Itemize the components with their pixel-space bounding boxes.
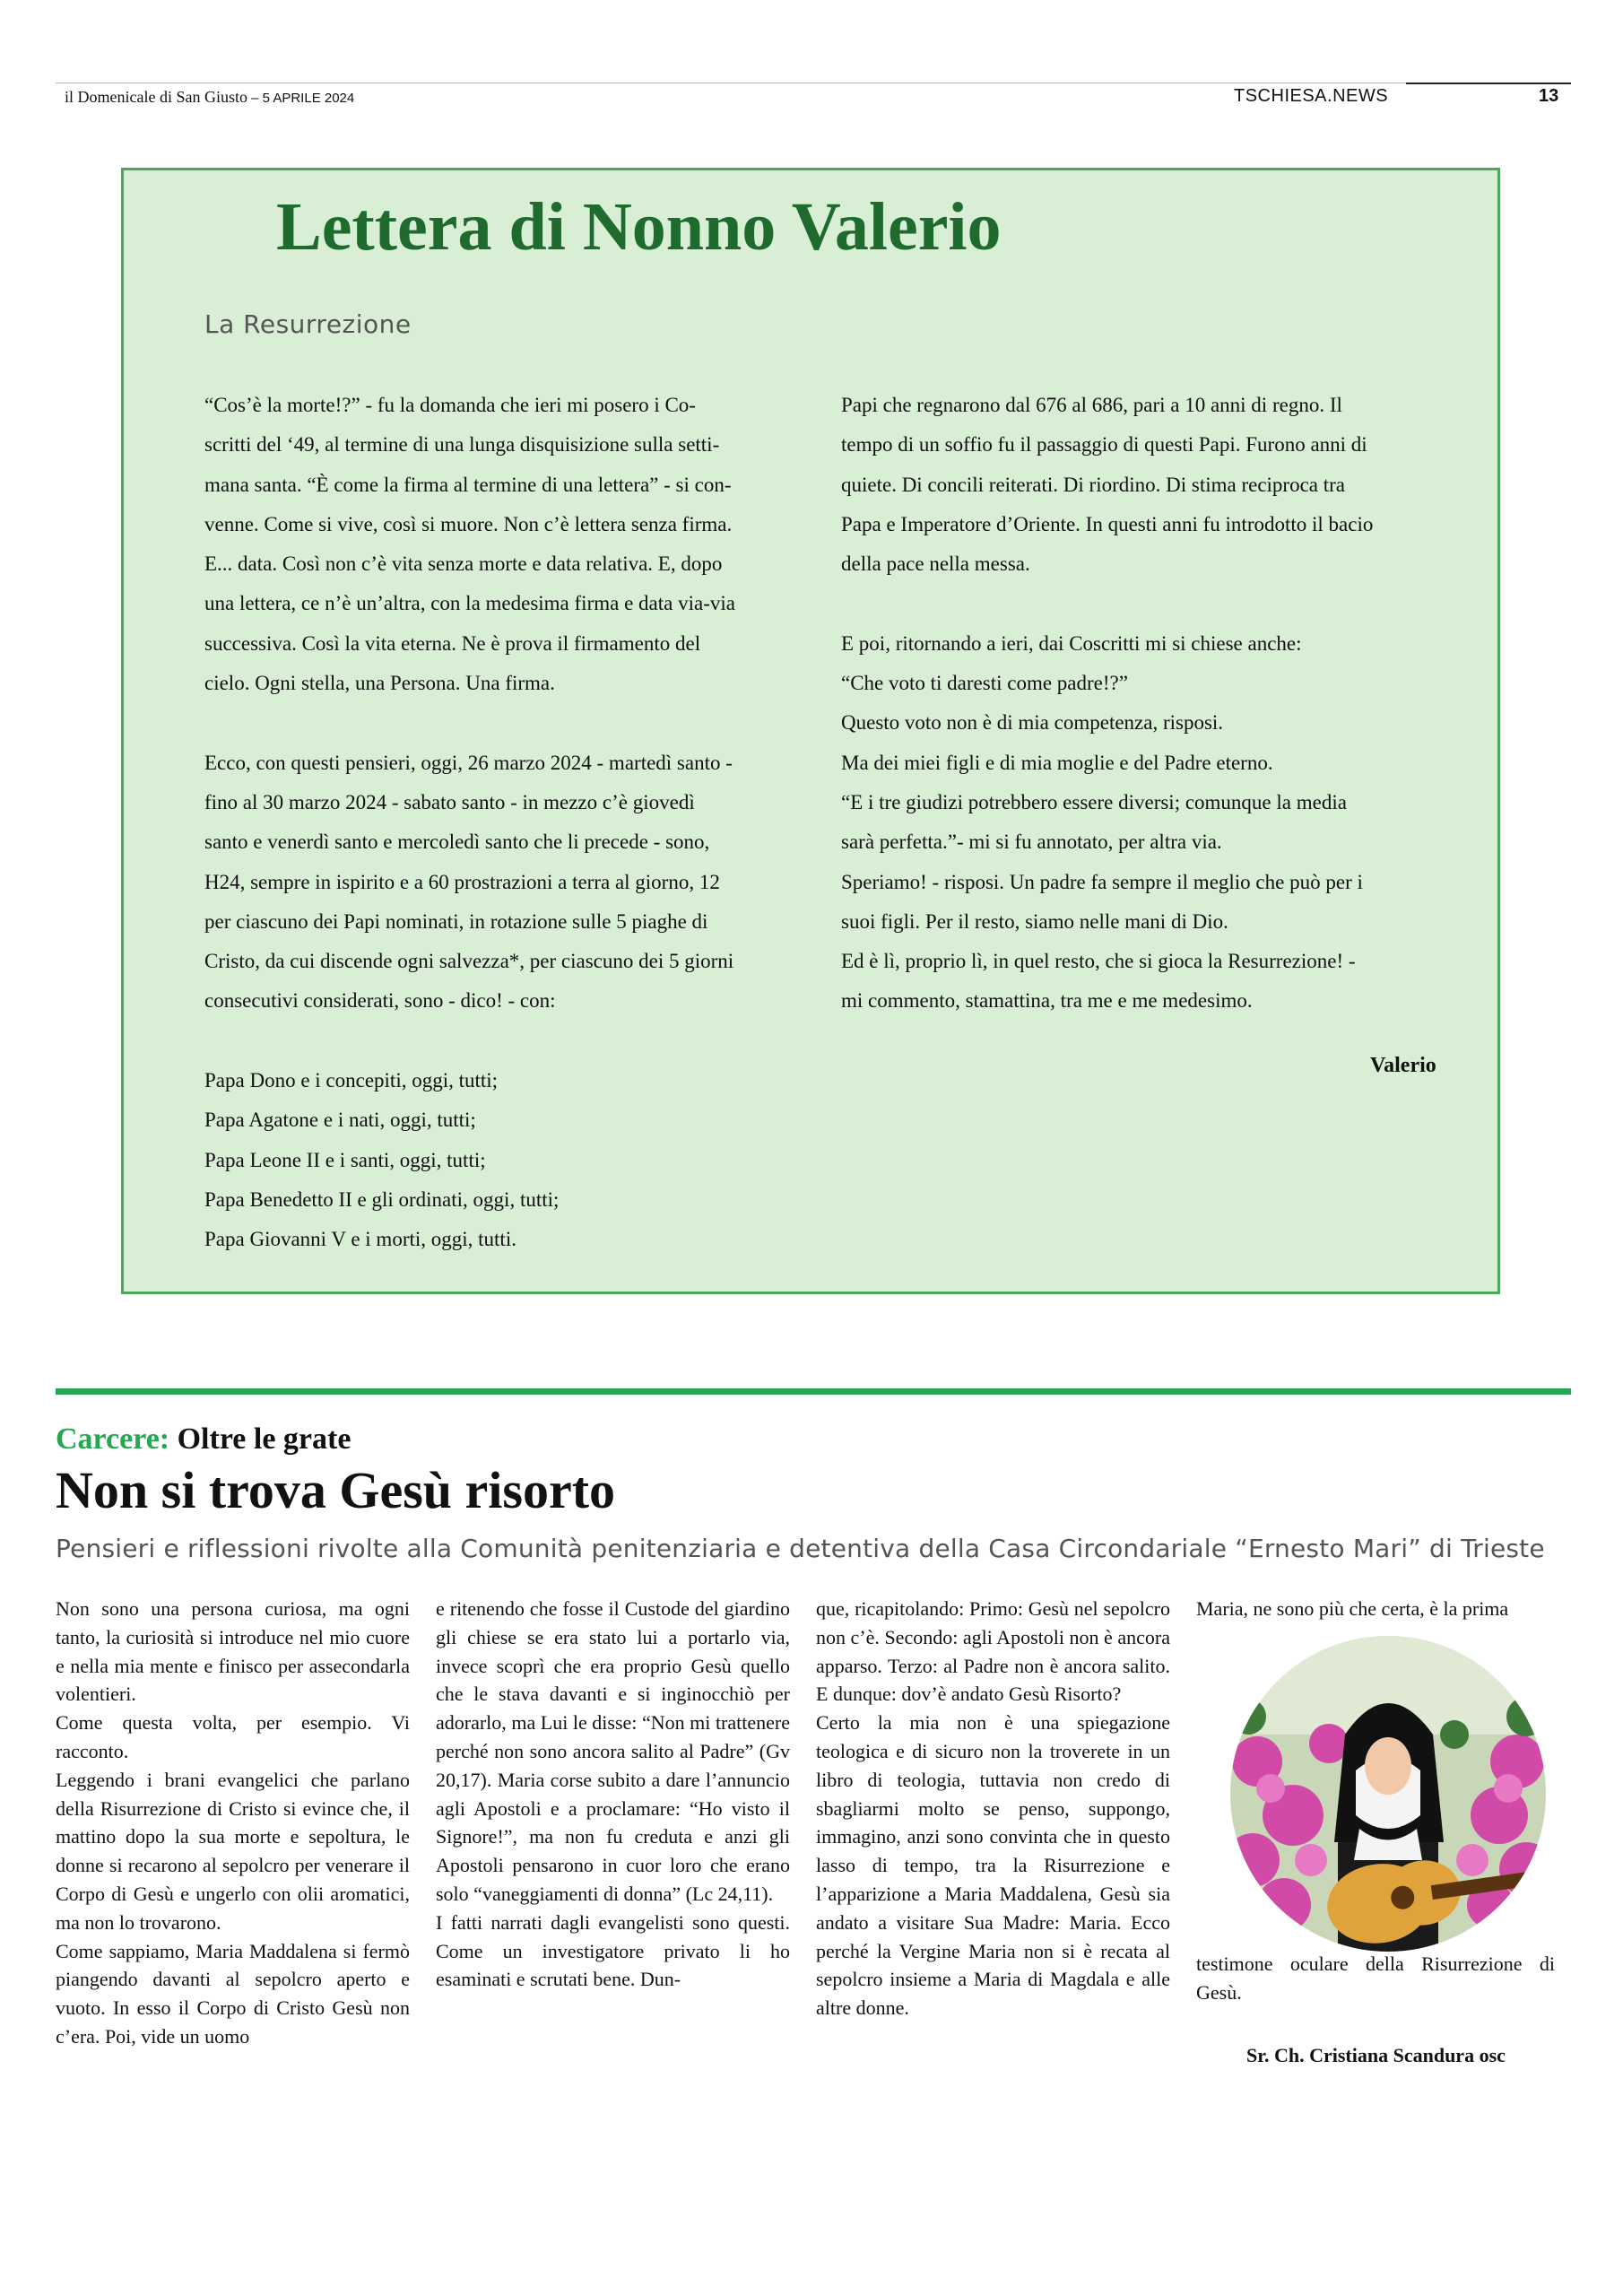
text-line: Ecco, con questi pensieri, oggi, 26 marzo 2024 - martedì santo - <box>204 751 733 774</box>
paragraph: I fatti narrati dagli evangelisti sono questi. Come un investigatore privato li ho esaminati e scrutati bene. Dun- <box>436 1910 790 1991</box>
paragraph: Maria, ne sono più che certa, è la prima <box>1196 1597 1509 1620</box>
article-column-4 <box>1196 1595 1555 1623</box>
text-line: H24, sempre in ispirito e a 60 prostrazioni a terra al giorno, 12 <box>204 870 720 893</box>
article-column-4-end: testimone oculare della Risurrezione di Gesù. <box>1196 1952 1555 2004</box>
publication-date: 5 APRILE 2024 <box>262 91 355 106</box>
header-rule-accent <box>1406 83 1571 84</box>
paragraph: Come sappiamo, Maria Maddalena si fermò piangendo davanti al sepolcro aperto e vuoto. In esso il Corpo di Cristo Gesù non c’era. Poi, vide un uomo <box>56 1939 410 2048</box>
text-line: E poi, ritornando a ieri, dai Coscritti mi si chiese anche: <box>841 631 1302 655</box>
paragraph: que, ricapitolando: Primo: Gesù nel sepolcro non c’è. Secondo: agli Apostoli non è ancora apparso. Terzo: al Padre non è ancora salito. E dunque: dov’è andato Gesù Risorto? <box>816 1597 1170 1706</box>
article-column-2 <box>436 1595 790 1994</box>
letter-column-1 <box>204 386 792 1260</box>
text-line: Papa Leone II e i santi, oggi, tutti; <box>204 1148 486 1171</box>
paragraph: Leggendo i brani evangelici che parlano della Risurrezione di Cristo si evince che, il mattino dopo la sua morte e sepoltura, le donne si recarono al sepolcro per venerare il Corpo di Gesù e ungerlo con olii aromatici, ma non lo trovarono. <box>56 1768 410 1934</box>
kicker-title: Oltre le grate <box>169 1422 352 1456</box>
text-line: consecutivi considerati, sono - dico! - con: <box>204 989 556 1013</box>
article-author: Sr. Ch. Cristiana Scandura osc <box>1246 2044 1506 2066</box>
letter-box <box>121 168 1500 1294</box>
article-column-1 <box>56 1595 410 2051</box>
paragraph: Come questa volta, per esempio. Vi racconto. <box>56 1711 410 1762</box>
text-line: Papi che regnarono dal 676 al 686, pari a 10 anni di regno. Il <box>841 394 1342 416</box>
text-line: Ed è lì, proprio lì, in quel resto, che si gioca la Resurrezione! - <box>841 950 1356 973</box>
text-line: Papa Agatone e i nati, oggi, tutti; <box>204 1109 476 1132</box>
text-line: quiete. Di concili reiterati. Di riordino. Di stima reciproca tra <box>841 473 1346 496</box>
kicker-section: Carcere: <box>56 1422 170 1456</box>
text-line: Ma dei miei figli e di mia moglie e del Padre eterno. <box>841 751 1273 774</box>
letter-subtitle: La Resurrezione <box>204 309 412 339</box>
text-line: scritti del ‘49, al termine di una lunga disquisizione sulla setti- <box>204 433 720 457</box>
publication-name <box>65 88 354 107</box>
article-kicker <box>56 1422 351 1457</box>
letter-column-2 <box>841 386 1451 1022</box>
paragraph: Certo la mia non è una spiegazione teologica e di sicuro non la troverete in un libro di teologia, tuttavia non credo di sbagliarmi molto se penso, suppongo, immagino, anzi sono convinta che in questo lasso di tempo, tra la Risurrezione e l’apparizione a Maria Maddalena, Gesù sia andato a visitare Sua Madre: Maria. Ecco perché la Vergine Maria non si è recata al sepolcro insieme a Maria di Magdala e alle altre donne. <box>816 1711 1170 2020</box>
text-line: venne. Come si vive, così si muore. Non c’è lettera senza firma. <box>204 512 733 535</box>
text-line: cielo. Ogni stella, una Persona. Una firma. <box>204 672 555 695</box>
text-line: Papa e Imperatore d’Oriente. In questi anni fu introdotto il bacio <box>841 512 1374 535</box>
letter-title: Lettera di Nonno Valerio <box>276 189 1002 265</box>
text-line: Papa Dono e i concepiti, oggi, tutti; <box>204 1069 499 1092</box>
text-line: mana santa. “È come la firma al termine di una lettera” - si con- <box>204 473 732 496</box>
blank-line <box>204 1022 792 1061</box>
author-photo <box>1230 1636 1546 1952</box>
text-line: Papa Giovanni V e i morti, oggi, tutti. <box>204 1228 516 1251</box>
text-line: “Cos’è la morte!?” - fu la domanda che ieri mi posero i Co- <box>204 394 696 416</box>
text-line: “E i tre giudizi potrebbero essere diversi; comunque la media <box>841 790 1347 813</box>
text-line: E... data. Così non c’è vita senza morte e data relativa. E, dopo <box>204 552 723 576</box>
text-line: Papa Benedetto II e gli ordinati, oggi, tutti; <box>204 1187 560 1211</box>
article-deck: Pensieri e riflessioni rivolte alla Comunità penitenziaria e detentiva della Casa Circondariale “Ernesto Mari” di Trieste <box>56 1534 1545 1563</box>
text-line: santo e venerdì santo e mercoledì santo che li precede - sono, <box>204 831 710 854</box>
text-line: mi commento, stamattina, tra me e me medesimo. <box>841 989 1253 1013</box>
paragraph: Non sono una persona curiosa, ma ogni tanto, la curiosità si introduce nel mio cuore e nella mia mente e finisco per assecondarla volentieri. <box>56 1597 410 1706</box>
site-name: TSCHIESA.NEWS <box>1234 86 1389 106</box>
text-line: suoi figli. Per il resto, siamo nelle mani di Dio. <box>841 909 1228 933</box>
text-line: una lettera, ce n’è un’altra, con la medesima firma e data via-via <box>204 592 735 615</box>
article-column-3 <box>816 1595 1170 2022</box>
text-line: fino al 30 marzo 2024 - sabato santo - in mezzo c’è giovedì <box>204 790 695 813</box>
text-line: per ciascuno dei Papi nominati, in rotazione sulle 5 piaghe di <box>204 909 708 933</box>
nun-guitar-illustration <box>1230 1636 1546 1952</box>
text-line: Speriamo! - risposi. Un padre fa sempre il meglio che può per i <box>841 870 1363 893</box>
text-line: sarà perfetta.”- mi si fu annotato, per altra via. <box>841 831 1222 854</box>
article-headline: Non si trova Gesù risorto <box>56 1461 616 1519</box>
section-rule <box>56 1388 1571 1395</box>
paragraph: e ritenendo che fosse il Custode del giardino gli chiese se era stato lui a portarlo via, invece scoprì che era proprio Gesù quello che le stava davanti e si inginocchiò per adorarlo, ma Lui le disse: “Non mi trattenere perché non sono ancora salito al Padre” (Gv 20,17). Maria corse subito a dare l’annuncio agli Apostoli e a proclamare: “Ho visto il Signore!”, ma non fu creduta e anzi gli Apostoli pensarono in cuor loro che erano solo “vaneggiamenti di donna” (Lc 24,11). <box>436 1597 790 1905</box>
blank-line <box>841 584 1451 623</box>
publication-dash: – <box>247 91 263 106</box>
text-line: “Che voto ti daresti come padre!?” <box>841 672 1128 695</box>
publication-title: il Domenicale di San Giusto <box>65 88 247 106</box>
text-line: Questo voto non è di mia competenza, risposi. <box>841 711 1224 735</box>
text-line: Cristo, da cui discende ogni salvezza*, per ciascuno dei 5 giorni <box>204 950 734 973</box>
text-line: tempo di un soffio fu il passaggio di questi Papi. Furono anni di <box>841 433 1367 457</box>
blank-line <box>204 703 792 743</box>
text-line: successiva. Così la vita eterna. Ne è prova il firmamento del <box>204 631 701 655</box>
text-line: della pace nella messa. <box>841 552 1030 576</box>
letter-signature: Valerio <box>1370 1054 1436 1077</box>
page-number: 13 <box>1539 86 1559 106</box>
